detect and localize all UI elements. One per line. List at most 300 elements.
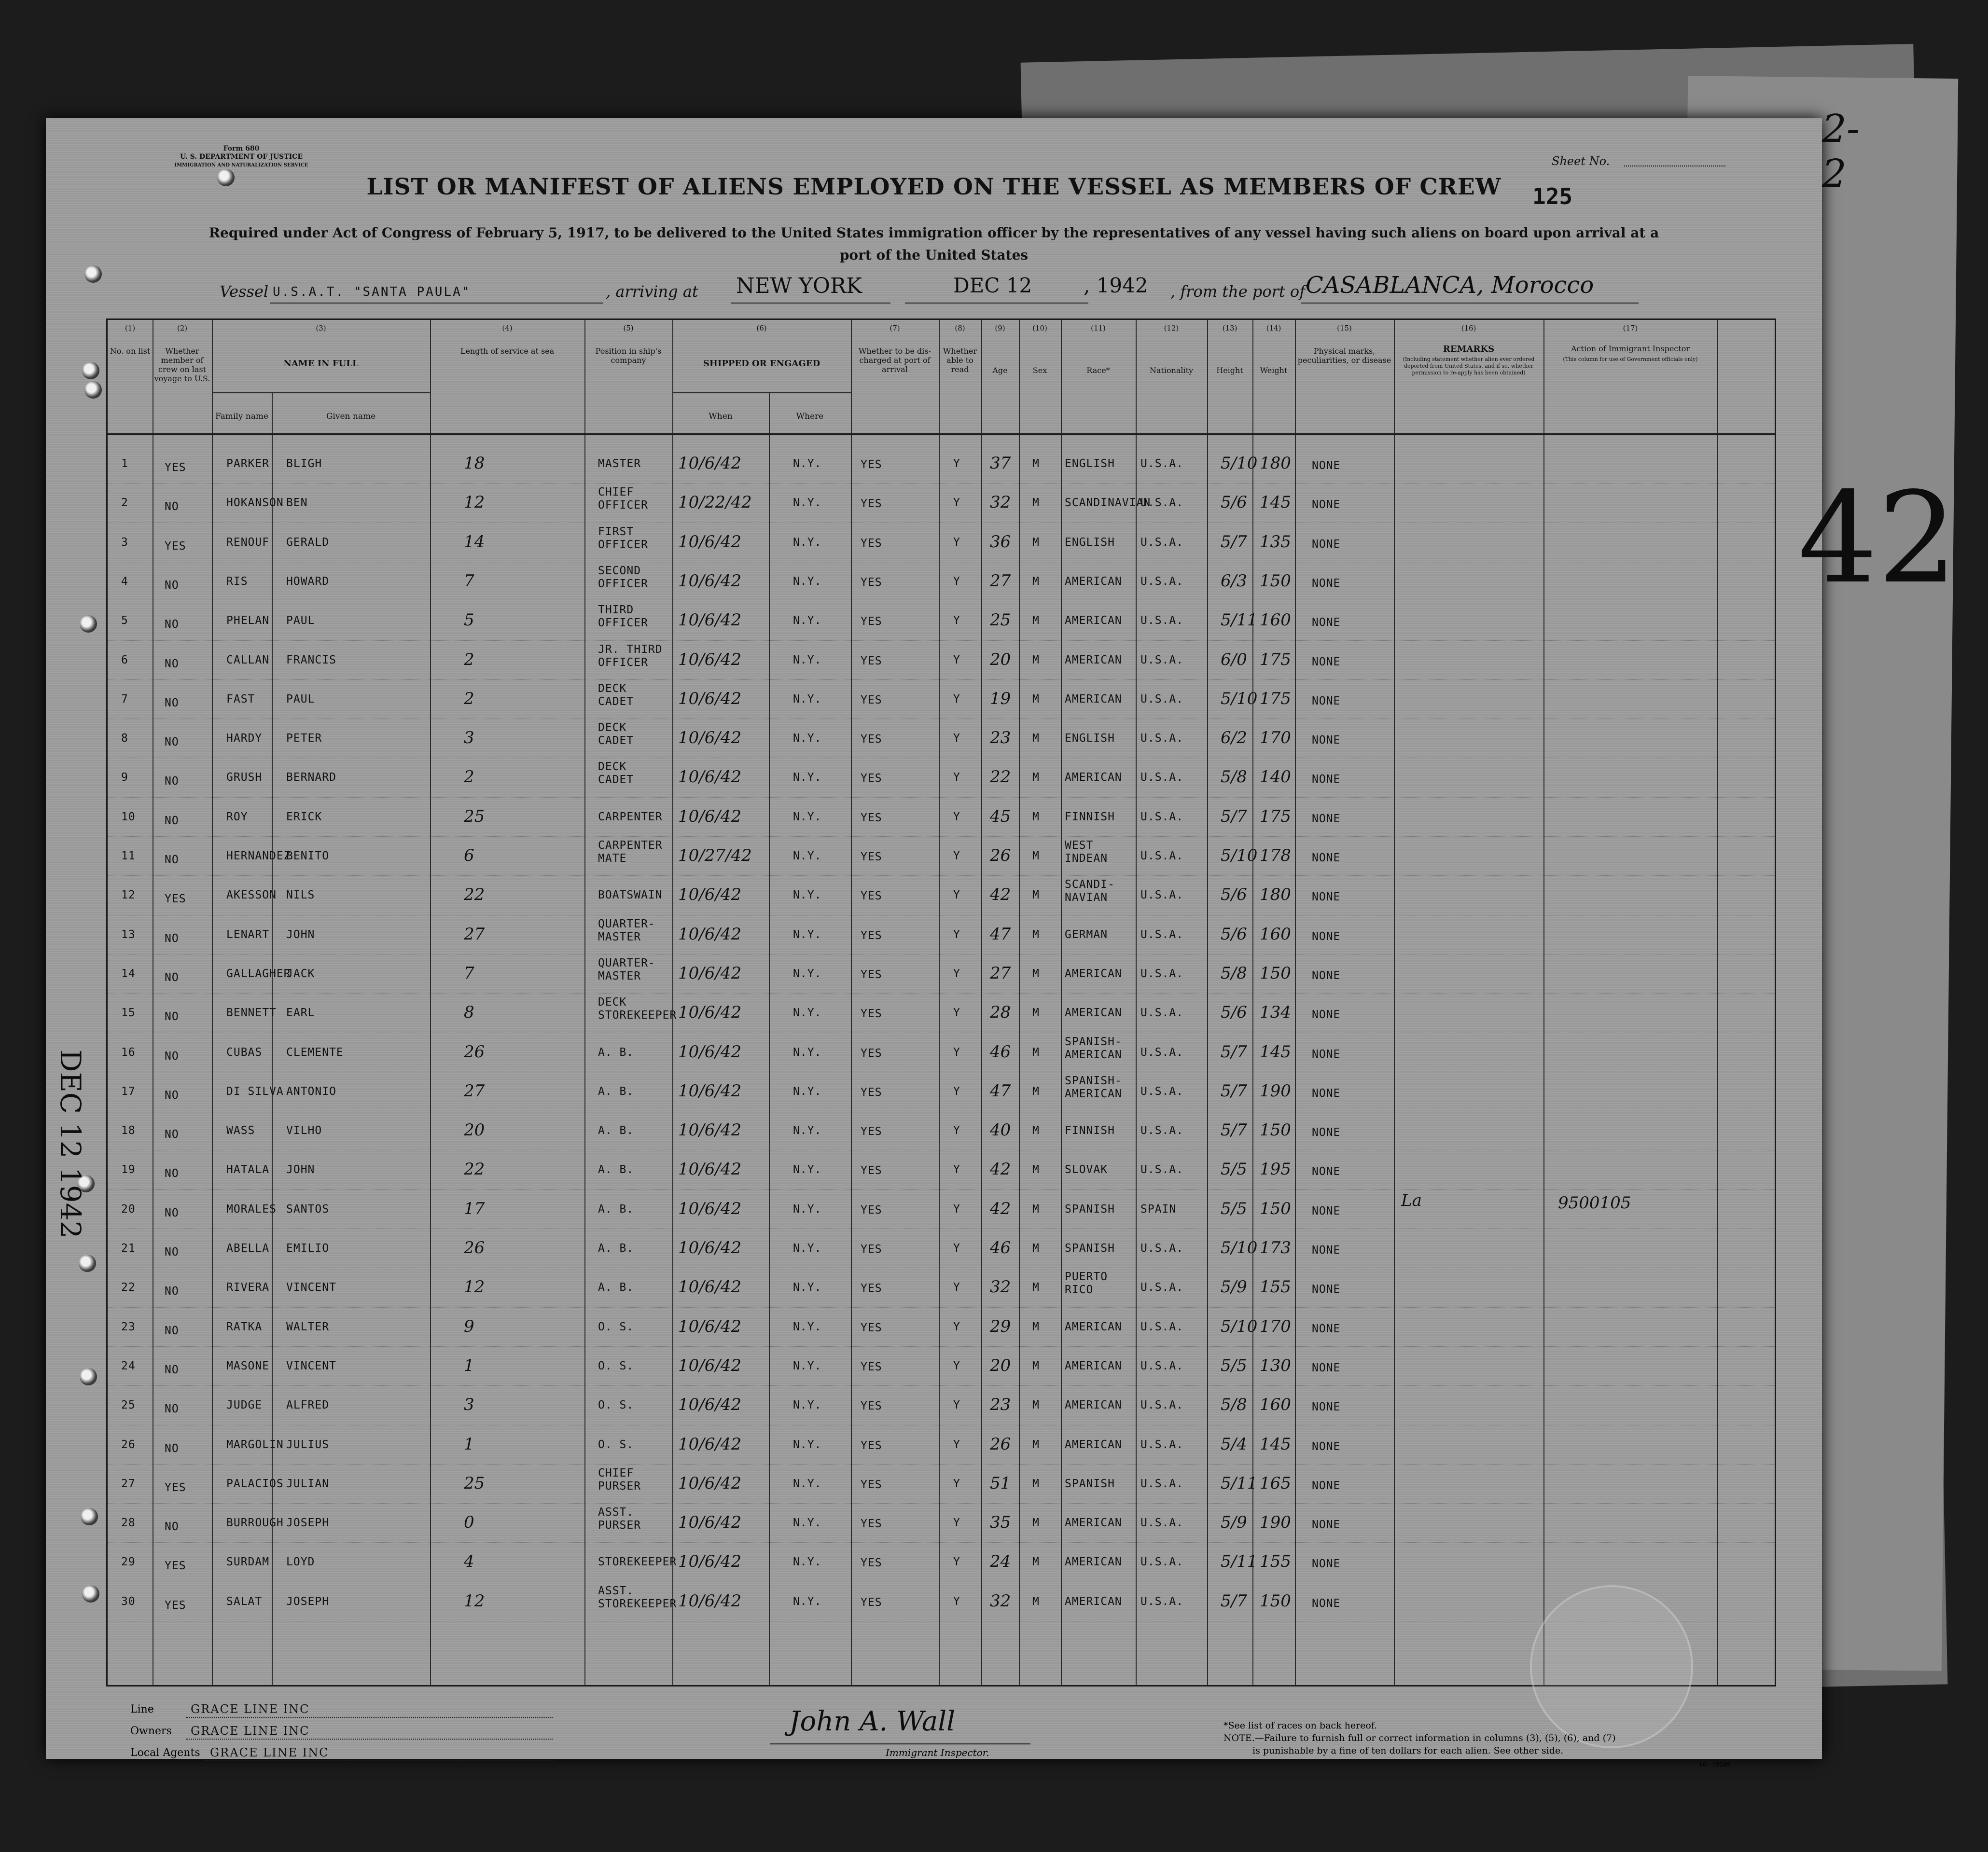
sex: M — [1032, 1595, 1040, 1608]
age: 28 — [990, 1003, 1011, 1023]
row-rule — [108, 1542, 1775, 1543]
age: 47 — [990, 1081, 1011, 1101]
inspector-label: Immigrant Inspector. — [886, 1747, 989, 1758]
column-rule — [212, 320, 213, 1685]
race: INDEAN — [1065, 852, 1108, 865]
discharged: YES — [861, 458, 882, 471]
height: 5/6 — [1221, 924, 1247, 944]
column-rule — [430, 320, 431, 1685]
nationality: U.S.A. — [1140, 732, 1184, 745]
prev-voyage: NO — [165, 1285, 179, 1298]
service-years: 12 — [464, 1591, 485, 1611]
header-c12-number: (12) — [1164, 324, 1179, 332]
weight: 155 — [1260, 1552, 1291, 1572]
shipped-when: 10/6/42 — [678, 1355, 742, 1375]
row-number: 7 — [121, 692, 128, 705]
family-name: RENOUF — [226, 536, 270, 549]
physical-marks: NONE — [1312, 577, 1341, 590]
race: ENGLISH — [1065, 732, 1115, 745]
form-header — [140, 145, 343, 169]
discharged: YES — [861, 1086, 882, 1099]
family-name: PARKER — [226, 457, 270, 470]
prev-voyage: NO — [165, 1167, 179, 1180]
able-to-read: Y — [953, 1320, 960, 1333]
side-big-number: 42 — [1798, 466, 1958, 611]
weight: 170 — [1260, 728, 1291, 748]
year-value: , 1942 — [1084, 274, 1148, 297]
service-years: 5 — [464, 610, 474, 630]
header-c12-label: Nationality — [1149, 366, 1194, 375]
header-c17-number: (17) — [1623, 324, 1638, 332]
header-c4-number: (4) — [502, 324, 513, 332]
shipped-where: N.Y. — [793, 850, 822, 862]
row-number: 1 — [121, 457, 128, 470]
nationality: U.S.A. — [1140, 1046, 1184, 1059]
able-to-read: Y — [953, 1556, 960, 1569]
prev-voyage: NO — [165, 1363, 179, 1376]
sex: M — [1032, 1359, 1040, 1372]
age: 32 — [990, 1591, 1011, 1611]
signature-line — [770, 1743, 1030, 1744]
given-name: JOSEPH — [286, 1595, 330, 1608]
sex: M — [1032, 692, 1040, 705]
discharged: YES — [861, 772, 882, 785]
weight: 173 — [1260, 1238, 1291, 1258]
shipped-when: 10/6/42 — [678, 1238, 742, 1258]
prev-voyage: NO — [165, 1089, 179, 1102]
row-rule — [108, 1307, 1775, 1308]
header-c2-label: Whether member of crew on last voyage to U.S. — [154, 346, 210, 383]
height: 5/8 — [1221, 767, 1247, 787]
family-name: JUDGE — [226, 1399, 263, 1412]
height: 5/10 — [1221, 846, 1258, 865]
position: CHIEF — [598, 486, 634, 499]
shipped-where: N.Y. — [793, 536, 822, 549]
race: SPANISH — [1065, 1202, 1115, 1216]
nationality: U.S.A. — [1140, 497, 1184, 510]
height: 6/2 — [1221, 728, 1247, 748]
family-name: RATKA — [226, 1320, 263, 1333]
weight: 190 — [1260, 1513, 1291, 1533]
physical-marks: NONE — [1312, 930, 1341, 943]
header-c8-number: (8) — [955, 324, 965, 332]
weight: 180 — [1260, 454, 1291, 473]
prev-voyage: NO — [165, 1010, 179, 1023]
shipped-where: N.Y. — [793, 1399, 822, 1412]
prev-voyage: YES — [165, 539, 186, 553]
discharged: YES — [861, 576, 882, 589]
age: 20 — [990, 1355, 1011, 1375]
sex: M — [1032, 850, 1040, 862]
row-number: 18 — [121, 1124, 136, 1137]
weight: 155 — [1260, 1277, 1291, 1297]
footer-rule — [186, 1739, 553, 1740]
row-rule — [108, 993, 1775, 994]
column-rule — [1295, 320, 1296, 1685]
nationality: U.S.A. — [1140, 850, 1184, 862]
weight: 175 — [1260, 650, 1291, 669]
footer-agents-label: Local Agents — [130, 1747, 200, 1759]
physical-marks: NONE — [1312, 538, 1341, 551]
position: ASST. — [598, 1506, 634, 1519]
vessel-label: Vessel — [220, 282, 269, 301]
position: BOATSWAIN — [598, 889, 663, 902]
age: 24 — [990, 1552, 1011, 1572]
shipped-where: N.Y. — [793, 497, 822, 510]
nationality: U.S.A. — [1140, 1438, 1184, 1451]
nationality: U.S.A. — [1140, 928, 1184, 941]
race: RICO — [1065, 1284, 1094, 1297]
shipped-where: N.Y. — [793, 732, 822, 745]
shipped-where: N.Y. — [793, 1359, 822, 1372]
header-c17-label: Action of Immigrant Inspector — [1571, 344, 1690, 353]
row-rule — [108, 875, 1775, 876]
row-number: 20 — [121, 1202, 136, 1216]
note-fine-2: is punishable by a fine of ten dollars for each alien. See other side. — [1252, 1745, 1564, 1756]
row-number: 5 — [121, 614, 128, 627]
shipped-when: 10/6/42 — [678, 806, 742, 826]
service-years: 7 — [464, 963, 474, 983]
manifest-page — [46, 106, 1958, 1768]
discharged: YES — [861, 1518, 882, 1531]
corner-note: 2-2 — [1822, 106, 1860, 196]
nationality: U.S.A. — [1140, 1359, 1184, 1372]
given-name: LOYD — [286, 1556, 315, 1569]
row-number: 25 — [121, 1399, 136, 1412]
shipped-where: N.Y. — [793, 1477, 822, 1490]
family-name: BURROUGH — [226, 1517, 284, 1530]
header-subrule — [212, 392, 430, 393]
service-years: 20 — [464, 1120, 485, 1140]
age: 23 — [990, 1395, 1011, 1415]
weight: 150 — [1260, 963, 1291, 983]
physical-marks: NONE — [1312, 812, 1341, 825]
row-number: 6 — [121, 653, 128, 666]
sex: M — [1032, 1399, 1040, 1412]
row-number: 12 — [121, 889, 136, 902]
prev-voyage: NO — [165, 814, 179, 827]
discharged: YES — [861, 1282, 882, 1295]
punch-hole — [81, 1508, 98, 1525]
height: 6/0 — [1221, 650, 1247, 669]
header-c5-label: Position in ship's company — [595, 346, 662, 365]
sex: M — [1032, 1556, 1040, 1569]
physical-marks: NONE — [1312, 1558, 1341, 1571]
weight: 130 — [1260, 1355, 1291, 1375]
header-c6-label: SHIPPED OR ENGAGED — [703, 359, 820, 369]
height: 5/5 — [1221, 1160, 1247, 1179]
requirement-line-2: port of the United States — [839, 247, 1029, 263]
shipped-where: N.Y. — [793, 771, 822, 784]
nationality: U.S.A. — [1140, 1556, 1184, 1569]
age: 35 — [990, 1513, 1011, 1533]
race: AMERICAN — [1065, 692, 1122, 705]
vessel-underline — [270, 303, 603, 304]
position: OFFICER — [598, 499, 648, 512]
position: A. B. — [598, 1163, 634, 1176]
sheet-number-label: Sheet No. — [1552, 154, 1610, 168]
shipped-when: 10/6/42 — [678, 728, 742, 748]
nationality: U.S.A. — [1140, 1320, 1184, 1333]
family-name: BENNETT — [226, 1007, 277, 1020]
nationality: U.S.A. — [1140, 1242, 1184, 1255]
column-rule — [584, 320, 585, 1685]
nationality: U.S.A. — [1140, 1007, 1184, 1020]
physical-marks: NONE — [1312, 1204, 1341, 1217]
position: CADET — [598, 774, 634, 787]
nationality: U.S.A. — [1140, 536, 1184, 549]
weight: 175 — [1260, 806, 1291, 826]
arriving-value: NEW YORK — [736, 274, 862, 298]
prev-voyage: NO — [165, 1520, 179, 1534]
position: A. B. — [598, 1202, 634, 1216]
height: 5/7 — [1221, 532, 1247, 552]
race: SPANISH — [1065, 1242, 1115, 1255]
punch-hole — [82, 362, 99, 379]
shipped-where: N.Y. — [793, 1517, 822, 1530]
able-to-read: Y — [953, 771, 960, 784]
given-name: JULIUS — [286, 1438, 330, 1451]
physical-marks: NONE — [1312, 1087, 1341, 1100]
prev-voyage: YES — [165, 893, 186, 906]
service-years: 2 — [464, 767, 474, 787]
row-rule — [108, 1464, 1775, 1465]
nationality: U.S.A. — [1140, 653, 1184, 666]
family-name: SURDAM — [226, 1556, 270, 1569]
column-rule — [1061, 320, 1062, 1685]
discharged: YES — [861, 1400, 882, 1413]
given-name: CLEMENTE — [286, 1046, 344, 1059]
service-years: 12 — [464, 1277, 485, 1297]
service-years: 12 — [464, 493, 485, 512]
position: O. S. — [598, 1438, 634, 1451]
shipped-where: N.Y. — [793, 810, 822, 823]
note-fine-1: NOTE.—Failure to furnish full or correct information in columns (3), (5), (6), and (7) — [1223, 1733, 1616, 1743]
prev-voyage: NO — [165, 1324, 179, 1337]
header-c7-number: (7) — [890, 324, 900, 332]
physical-marks: NONE — [1312, 1479, 1341, 1492]
service-years: 3 — [464, 1395, 474, 1415]
given-name: ERICK — [286, 810, 322, 823]
row-rule — [108, 483, 1775, 484]
given-name: VINCENT — [286, 1281, 336, 1294]
sex: M — [1032, 732, 1040, 745]
shipped-where: N.Y. — [793, 967, 822, 980]
height: 5/4 — [1221, 1434, 1247, 1454]
physical-marks: NONE — [1312, 969, 1341, 982]
family-name: HATALA — [226, 1163, 270, 1176]
nationality: U.S.A. — [1140, 692, 1184, 705]
header-c4-label: Length of service at sea — [460, 346, 555, 356]
height: 5/9 — [1221, 1513, 1247, 1533]
age: 26 — [990, 846, 1011, 865]
race: AMERICAN — [1065, 1595, 1122, 1608]
row-number: 9 — [121, 771, 128, 784]
height: 5/10 — [1221, 1238, 1258, 1258]
sex: M — [1032, 1320, 1040, 1333]
family-name: RIVERA — [226, 1281, 270, 1294]
discharged: YES — [861, 1047, 882, 1060]
family-name: GRUSH — [226, 771, 263, 784]
position: DECK — [598, 682, 627, 695]
position: A. B. — [598, 1242, 634, 1255]
able-to-read: Y — [953, 850, 960, 862]
row-number: 10 — [121, 810, 136, 823]
port-value: CASABLANCA, Morocco — [1306, 272, 1594, 299]
page-title: LIST OR MANIFEST OF ALIENS EMPLOYED ON THE VESSEL AS MEMBERS OF CREW — [366, 174, 1501, 200]
form-number: Form 680 — [223, 145, 260, 152]
given-name: JOHN — [286, 928, 315, 941]
age: 51 — [990, 1473, 1011, 1493]
able-to-read: Y — [953, 1438, 960, 1451]
sex: M — [1032, 1438, 1040, 1451]
able-to-read: Y — [953, 1399, 960, 1412]
discharged: YES — [861, 654, 882, 667]
weight: 150 — [1260, 571, 1291, 591]
shipped-when: 10/6/42 — [678, 1473, 742, 1493]
prev-voyage: NO — [165, 696, 179, 709]
prev-voyage: NO — [165, 1403, 179, 1416]
able-to-read: Y — [953, 1477, 960, 1490]
position: CARPENTER — [598, 810, 663, 823]
prev-voyage: NO — [165, 1128, 179, 1141]
able-to-read: Y — [953, 497, 960, 510]
shipped-when: 10/6/42 — [678, 963, 742, 983]
port-underline — [1301, 303, 1639, 304]
discharged: YES — [861, 1478, 882, 1491]
physical-marks: NONE — [1312, 852, 1341, 864]
column-rule — [981, 320, 982, 1685]
position: DECK — [598, 996, 627, 1009]
service-years: 14 — [464, 532, 485, 552]
row-number: 2 — [121, 497, 128, 510]
race: SCANDI- — [1065, 878, 1115, 891]
sex: M — [1032, 771, 1040, 784]
age: 27 — [990, 571, 1011, 591]
position: O. S. — [598, 1320, 634, 1333]
race: ENGLISH — [1065, 536, 1115, 549]
header-family-name: Family name — [215, 412, 269, 421]
header-c14-number: (14) — [1266, 324, 1281, 332]
discharged: YES — [861, 929, 882, 942]
height: 5/7 — [1221, 806, 1247, 826]
sex: M — [1032, 1046, 1040, 1059]
row-number: 15 — [121, 1007, 136, 1020]
service-years: 8 — [464, 1003, 474, 1023]
note-races: *See list of races on back hereof. — [1223, 1720, 1377, 1731]
row-number: 11 — [121, 850, 136, 862]
shipped-where: N.Y. — [793, 1124, 822, 1137]
shipped-where: N.Y. — [793, 1556, 822, 1569]
header-c15-label: Physical marks, peculiarities, or disease — [1297, 346, 1391, 365]
physical-marks: NONE — [1312, 1165, 1341, 1178]
column-rule — [1717, 320, 1718, 1685]
sex: M — [1032, 1477, 1040, 1490]
family-name: HARDY — [226, 732, 263, 745]
nationality: U.S.A. — [1140, 967, 1184, 980]
race: AMERICAN — [1065, 967, 1122, 980]
nationality: U.S.A. — [1140, 614, 1184, 627]
weight: 160 — [1260, 610, 1291, 630]
given-name: PAUL — [286, 692, 315, 705]
height: 5/10 — [1221, 689, 1258, 708]
physical-marks: NONE — [1312, 773, 1341, 786]
prev-voyage: NO — [165, 1050, 179, 1063]
position: CADET — [598, 734, 634, 747]
discharged: YES — [861, 537, 882, 550]
physical-marks: NONE — [1312, 1009, 1341, 1022]
row-number: 19 — [121, 1163, 136, 1176]
column-rule — [1019, 320, 1020, 1685]
punch-hole — [82, 1585, 99, 1603]
discharged: YES — [861, 1203, 882, 1216]
header-c15-number: (15) — [1337, 324, 1352, 332]
nationality: U.S.A. — [1140, 1595, 1184, 1608]
race: SLOVAK — [1065, 1163, 1108, 1176]
shipped-where: N.Y. — [793, 1595, 822, 1608]
row-number: 3 — [121, 536, 128, 549]
race: AMERICAN — [1065, 771, 1122, 784]
shipped-where: N.Y. — [793, 1007, 822, 1020]
weight: 145 — [1260, 1434, 1291, 1454]
race: AMERICAN — [1065, 1556, 1122, 1569]
weight: 190 — [1260, 1081, 1291, 1101]
inspector-signature: John A. Wall — [789, 1706, 956, 1737]
physical-marks: NONE — [1312, 1597, 1341, 1610]
header-c16-sub: (Including statement whether alien ever ordered deported from United States, and if so, whether permission to re-apply has been obtained) — [1403, 356, 1535, 376]
column-rule — [672, 320, 673, 1685]
prev-voyage: NO — [165, 1442, 179, 1455]
given-name: HOWARD — [286, 575, 330, 588]
race: AMERICAN — [1065, 1320, 1122, 1333]
row-number: 28 — [121, 1517, 136, 1530]
age: 45 — [990, 806, 1011, 826]
able-to-read: Y — [953, 928, 960, 941]
height: 5/5 — [1221, 1355, 1247, 1375]
age: 40 — [990, 1120, 1011, 1140]
row-rule — [108, 1189, 1775, 1190]
age: 32 — [990, 1277, 1011, 1297]
race: WEST — [1065, 839, 1094, 852]
race: SCANDINAVIAN — [1065, 497, 1151, 510]
prev-voyage: NO — [165, 657, 179, 670]
position: CARPENTER — [598, 839, 663, 852]
shipped-when: 10/6/42 — [678, 454, 742, 473]
race: AMERICAN — [1065, 653, 1122, 666]
shipped-when: 10/6/42 — [678, 885, 742, 905]
able-to-read: Y — [953, 1046, 960, 1059]
row-number: 14 — [121, 967, 136, 980]
position: MASTER — [598, 969, 641, 982]
position: STOREKEEPER — [598, 1556, 677, 1569]
footer-rule — [205, 1760, 553, 1761]
service-years: 26 — [464, 1238, 485, 1258]
nationality: SPAIN — [1140, 1202, 1177, 1216]
header-c8-label: Whether able to read — [943, 346, 977, 374]
prev-voyage: NO — [165, 854, 179, 866]
row-rule — [108, 1385, 1775, 1386]
age: 23 — [990, 728, 1011, 748]
discharged: YES — [861, 890, 882, 903]
nationality: U.S.A. — [1140, 1399, 1184, 1412]
physical-marks: NONE — [1312, 734, 1341, 747]
family-name: DI SILVA — [226, 1085, 284, 1098]
sex: M — [1032, 457, 1040, 470]
age: 47 — [990, 924, 1011, 944]
able-to-read: Y — [953, 967, 960, 980]
race: AMERICAN — [1065, 1399, 1122, 1412]
family-name: SALAT — [226, 1595, 263, 1608]
